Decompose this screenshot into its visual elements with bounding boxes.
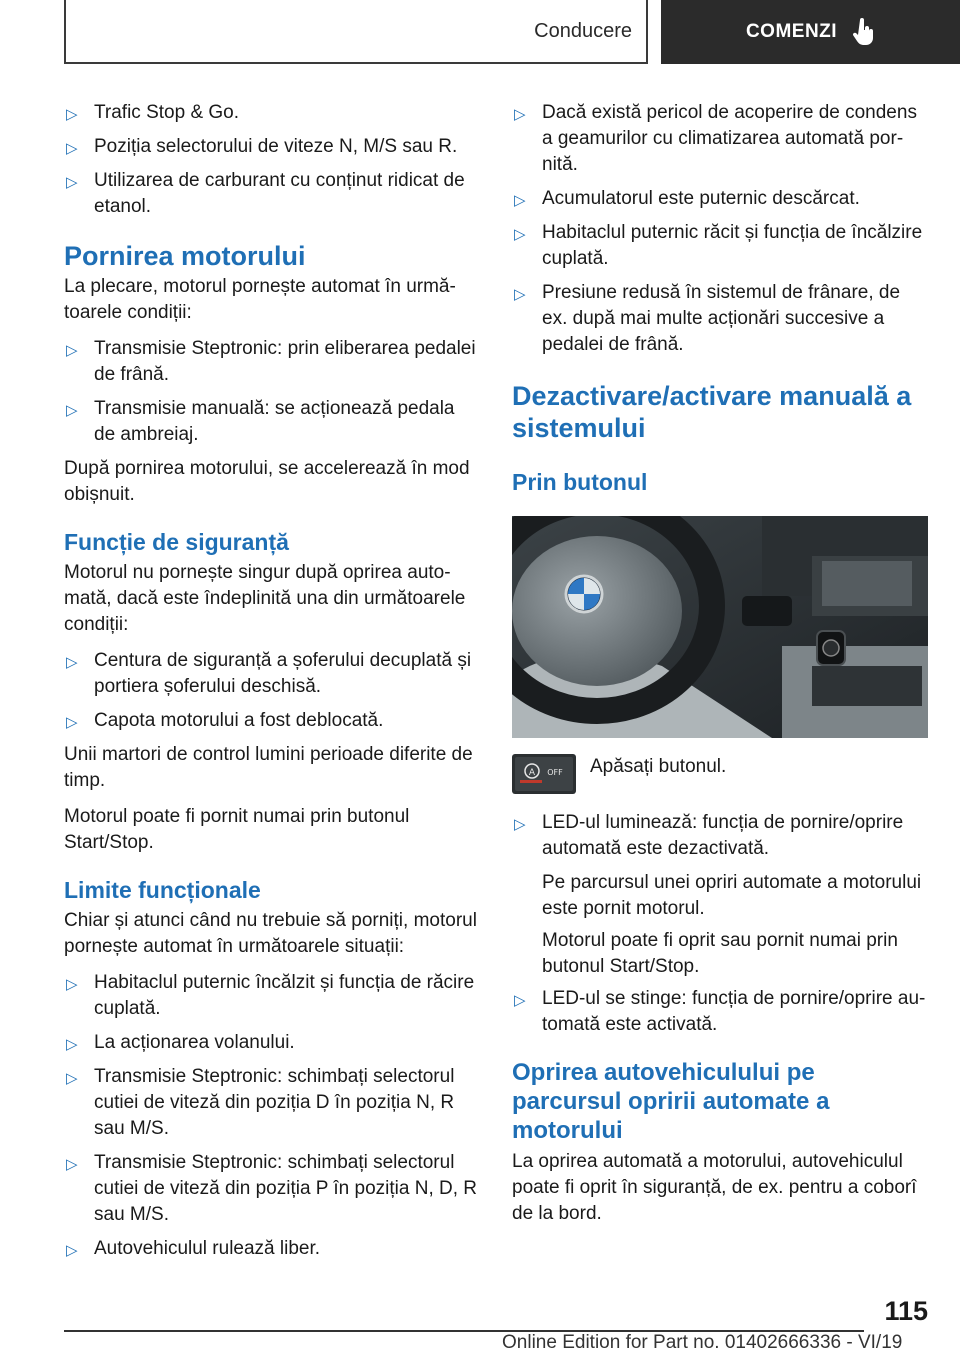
hand-pointer-icon [853,18,875,46]
list-item: ▷ Centura de siguranță a șoferului decuplată și portiera șoferului deschisă. [66,650,472,697]
list-item: ▷ Transmisie Steptronic: schimbați selectorul cutiei de viteză din poziția P în poziția N, D, R sau M/S. [66,1152,478,1225]
triangle-bullet-icon: ▷ [66,976,78,993]
button-instruction-row [512,754,928,794]
list-item: ▷ Acumulatorul este puternic descărcat. [512,186,928,212]
paragraph: Motorul nu pornește singur după oprirea automată, dacă este îndeplinită una din următoarele condiții: [64,562,466,635]
left-column [64,100,478,1270]
paragraph: Apăsați butonul. [590,756,727,777]
triangle-bullet-icon: ▷ [514,992,526,1009]
list-item: ▷ Poziția selectorului de viteze N, M/S sau R. [64,134,478,160]
header-chapter-tab[interactable] [661,0,960,64]
svg-text:OFF: OFF [547,768,563,777]
list-item: ▷ Dacă există pericol de acoperire de condens a geamurilor cu climatizarea automată pornită. [514,102,917,175]
paragraph: La plecare, motorul pornește automat în următoarele condiții: [64,276,456,323]
list-item: ▷ Habitaclul puternic încălzit și funcția de răcire cuplată. [66,972,475,1019]
list-item: ▷ Capota motorului a fost deblocată. [64,708,478,734]
header-section-title: Conducere [534,19,632,42]
list-item: ▷ LED-ul se stinge: funcția de pornire/oprire automată este activată. [514,988,926,1035]
triangle-bullet-icon: ▷ [66,1036,78,1053]
list-item: ▷ Transmisie manuală: se acționează pedala de ambreiaj. [66,398,455,445]
triangle-bullet-icon: ▷ [66,342,78,359]
triangle-bullet-icon: ▷ [514,286,526,303]
right-column [512,100,928,1237]
heading-prin-butonul: Prin butonul [512,469,648,495]
triangle-bullet-icon: ▷ [514,816,526,833]
triangle-bullet-icon: ▷ [66,402,78,419]
svg-text:A: A [528,768,536,778]
triangle-bullet-icon: ▷ [66,1242,78,1259]
sub-paragraph: Motorul poate fi oprit sau pornit numai prin butonul Start/Stop. [542,930,898,977]
list-item: ▷ Autovehiculul rulează liber. [64,1236,478,1262]
heading-dezactivare-activare: Dezactivare/activare manuală a sistemului [512,381,912,443]
auto-start-stop-off-button-icon [512,754,576,794]
heading-pornirea-motorului: Pornirea motorului [64,241,306,271]
triangle-bullet-icon: ▷ [66,106,78,123]
triangle-bullet-icon: ▷ [514,226,526,243]
list-item: ▷ Presiune redusă în sistemul de frânare, de ex. după mai multe acționări succesive a pedalei de frână. [514,282,901,355]
paragraph: Chiar și atunci când nu trebuie să porniți, motorul pornește automat în următoarele situații: [64,910,477,957]
paragraph: La oprirea automată a motorului, autovehiculul poate fi oprit în siguranță, de ex. pentru a coborî de la bord. [512,1151,917,1224]
heading-functie-de-siguranta: Funcție de siguranță [64,529,289,555]
list-item: ▷ Transmisie Steptronic: prin eliberarea pedalei de frână. [66,338,476,385]
triangle-bullet-icon: ▷ [514,192,526,209]
list-item: ▷ Utilizarea de carburant cu conținut ridicat de etanol. [66,170,465,217]
header-chapter-title: COMENZI [745,21,838,42]
heading-limite-functionale: Limite funcționale [64,877,261,903]
triangle-bullet-icon: ▷ [66,174,78,191]
paragraph: Unii martori de control lumini perioade diferite de timp. [64,744,473,791]
triangle-bullet-icon: ▷ [66,714,78,731]
page-number: 115 [884,1296,928,1326]
triangle-bullet-icon: ▷ [514,106,526,123]
list-item: ▷ Trafic Stop & Go. [64,100,478,126]
triangle-bullet-icon: ▷ [66,1070,78,1087]
triangle-bullet-icon: ▷ [66,654,78,671]
triangle-bullet-icon: ▷ [66,140,78,157]
steering-wheel-photo [512,516,928,738]
list-item: ▷ Habitaclul puternic răcit și funcția de încălzire cuplată. [514,222,923,269]
sub-paragraph: Pe parcursul unei opriri automate a motorului este pornit motorul. [542,872,922,919]
triangle-bullet-icon: ▷ [66,1156,78,1173]
list-item: ▷ Transmisie Steptronic: schimbați selectorul cutiei de viteză din poziția D în poziția N, R sau M/S. [66,1066,455,1139]
heading-oprirea-autovehiculului: Oprirea autovehiculului pe parcursul opririi automate a motorului [512,1059,830,1144]
footer-edition: Online Edition for Part no. 01402666336 - VI/19 [502,1332,903,1353]
list-item: ▷ LED-ul luminează: funcția de pornire/oprire automată este dezactivată. [514,812,904,859]
list-item: ▷ La acționarea volanului. [64,1030,478,1056]
paragraph: Motorul poate fi pornit numai prin butonul Start/Stop. [64,806,410,853]
paragraph: După pornirea motorului, se accelerează în mod obișnuit. [64,458,470,505]
header-section-box [64,0,648,64]
